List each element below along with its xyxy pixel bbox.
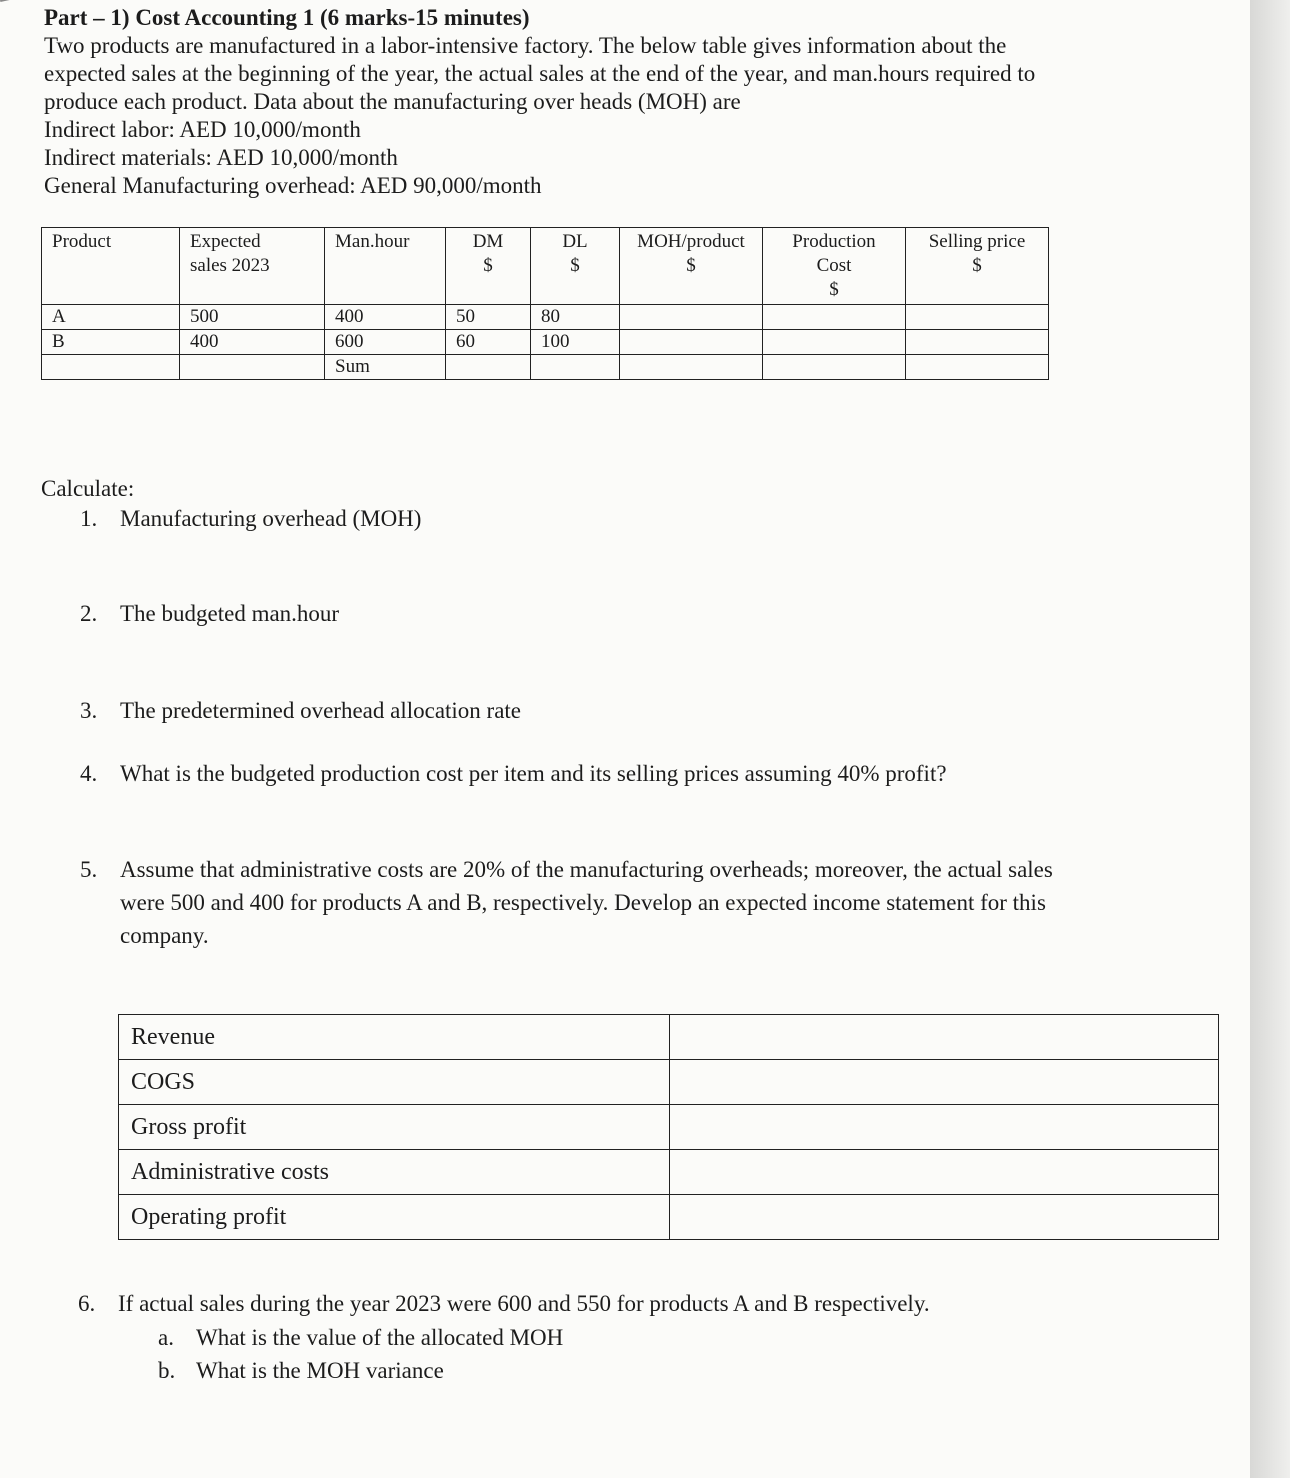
cell: 50 — [446, 305, 531, 330]
income-label-cogs: COGS — [119, 1060, 670, 1105]
overhead-indirect-labor: Indirect labor: AED 10,000/month — [44, 117, 361, 142]
cell: 400 — [180, 330, 325, 355]
col-header-product: Product — [42, 228, 180, 305]
col-header-production-cost: Production Cost $ — [763, 228, 906, 305]
table-row — [119, 1060, 1219, 1105]
cell: 100 — [531, 330, 620, 355]
cell — [906, 355, 1049, 380]
cell — [446, 355, 531, 380]
cell: A — [42, 305, 180, 330]
income-label-operating-profit: Operating profit — [119, 1195, 670, 1240]
cell — [620, 305, 763, 330]
overhead-indirect-materials: Indirect materials: AED 10,000/month — [44, 145, 398, 170]
cell-sum-label: Sum — [325, 355, 446, 380]
income-value-cogs — [670, 1060, 1219, 1105]
question-6: 6. If actual sales during the year 2023 were 600 and 550 for products A and B respectively. — [78, 1291, 930, 1316]
cell: 400 — [325, 305, 446, 330]
cell — [620, 355, 763, 380]
col-header-man-hour: Man.hour — [325, 228, 446, 305]
table-row — [119, 1105, 1219, 1150]
col-header-dl: DL $ — [531, 228, 620, 305]
income-label-gross-profit: Gross profit — [119, 1105, 670, 1150]
income-statement-table — [118, 1014, 1219, 1240]
product-table-header-row — [42, 228, 1049, 305]
cell — [763, 305, 906, 330]
col-header-moh-product: MOH/product $ — [620, 228, 763, 305]
table-row — [119, 1015, 1219, 1060]
table-row — [42, 305, 1049, 330]
intro-line: expected sales at the beginning of the year, the actual sales at the end of the year, and man.hours required to — [44, 61, 1036, 86]
col-header-selling-price: Selling price $ — [906, 228, 1049, 305]
product-table — [41, 227, 1049, 380]
cell — [906, 330, 1049, 355]
col-header-dm: DM $ — [446, 228, 531, 305]
question-2: 2. The budgeted man.hour — [80, 601, 340, 626]
income-value-operating-profit — [670, 1195, 1219, 1240]
intro-line: Two products are manufactured in a labor-intensive factory. The below table gives information about the — [44, 33, 1007, 58]
cell — [42, 355, 180, 380]
problem-title: Part – 1) Cost Accounting 1 (6 marks-15 minutes) — [44, 5, 530, 30]
question-6b: b. What is the MOH variance — [158, 1358, 444, 1383]
cell: B — [42, 330, 180, 355]
cell — [906, 305, 1049, 330]
question-3: 3. The predetermined overhead allocation rate — [80, 698, 522, 723]
problem-header — [44, 4, 1184, 200]
income-label-revenue: Revenue — [119, 1015, 670, 1060]
table-row-sum — [42, 355, 1049, 380]
cell — [531, 355, 620, 380]
page-corner-mark — [0, 0, 44, 16]
page-edge-shadow — [1250, 0, 1290, 1478]
question-4: 4. What is the budgeted production cost per item and its selling prices assuming 40% profit? — [80, 761, 947, 786]
cell: 500 — [180, 305, 325, 330]
calculate-label: Calculate: — [41, 476, 135, 501]
intro-line: produce each product. Data about the manufacturing over heads (MOH) are — [44, 89, 741, 114]
cell: 80 — [531, 305, 620, 330]
cell — [180, 355, 325, 380]
cell — [620, 330, 763, 355]
income-label-admin-costs: Administrative costs — [119, 1150, 670, 1195]
cell — [763, 355, 906, 380]
question-1: 1. Manufacturing overhead (MOH) — [80, 506, 422, 531]
income-value-revenue — [670, 1015, 1219, 1060]
table-row — [119, 1150, 1219, 1195]
cell: 60 — [446, 330, 531, 355]
question-5: 5. Assume that administrative costs are 20% of the manufacturing overheads; moreover, the actual sales were 500 and 400 for products A and B, respectively. Develop an expected income statement for this company. — [80, 857, 1053, 948]
income-value-admin-costs — [670, 1150, 1219, 1195]
cell: 600 — [325, 330, 446, 355]
income-value-gross-profit — [670, 1105, 1219, 1150]
question-6a: a. What is the value of the allocated MOH — [158, 1325, 564, 1350]
table-row — [42, 330, 1049, 355]
cell — [763, 330, 906, 355]
col-header-expected-sales: Expected sales 2023 — [180, 228, 325, 305]
table-row — [119, 1195, 1219, 1240]
overhead-general: General Manufacturing overhead: AED 90,000/month — [44, 173, 542, 198]
